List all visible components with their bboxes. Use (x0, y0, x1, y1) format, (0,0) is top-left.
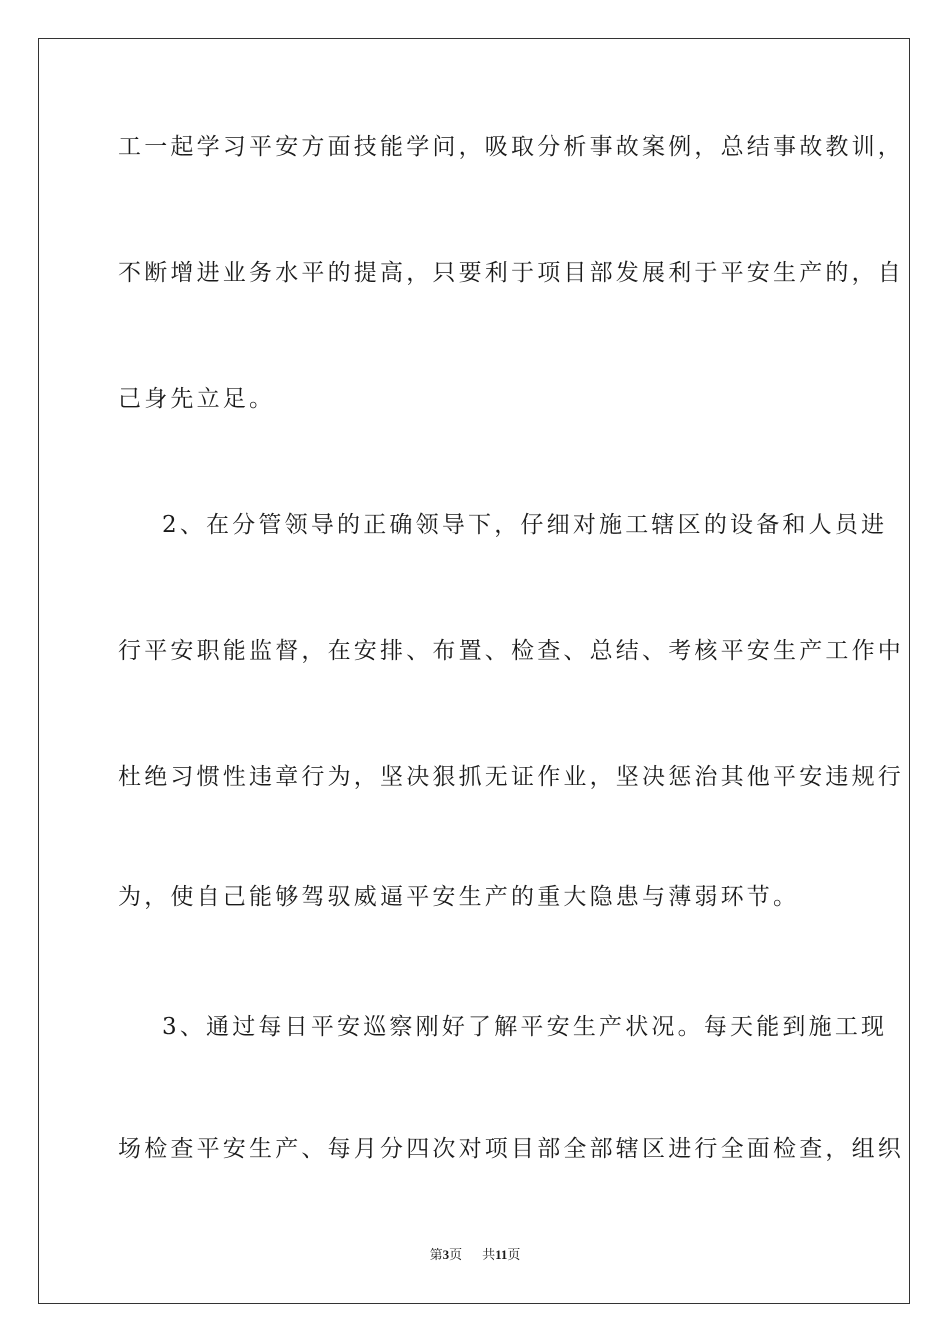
page-prefix: 第 (429, 1248, 443, 1263)
current-page-number: 3 (442, 1247, 450, 1262)
page-border (38, 38, 910, 1304)
total-page-count: 11 (495, 1247, 508, 1262)
body-text-line: 杜绝习惯性违章行为，坚决狠抓无证作业，坚决惩治其他平安违规行 (118, 764, 904, 790)
body-text-line: 场检查平安生产、每月分四次对项目部全部辖区进行全面检查，组织 (118, 1136, 904, 1162)
body-text-line: 工一起学习平安方面技能学问，吸取分析事故案例，总结事故教训， (118, 134, 904, 160)
body-text-line: 不断增进业务水平的提高，只要利于项目部发展利于平安生产的，自 (118, 260, 904, 286)
body-text-line: 行平安职能监督，在安排、布置、检查、总结、考核平安生产工作中 (118, 638, 904, 664)
body-text-line: 己身先立足。 (118, 386, 276, 412)
paragraph-start-line: 3、通过每日平安巡察刚好了解平安生产状况。每天能到施工现 (162, 1014, 888, 1040)
total-suffix: 页 (507, 1248, 521, 1263)
page-suffix: 页 (449, 1248, 463, 1263)
body-text-line: 为，使自己能够驾驭威逼平安生产的重大隐患与薄弱环节。 (118, 884, 800, 910)
total-prefix: 共 (482, 1248, 496, 1263)
paragraph-start-line: 2、在分管领导的正确领导下，仔细对施工辖区的设备和人员进 (162, 512, 888, 538)
page-footer (0, 1246, 950, 1265)
